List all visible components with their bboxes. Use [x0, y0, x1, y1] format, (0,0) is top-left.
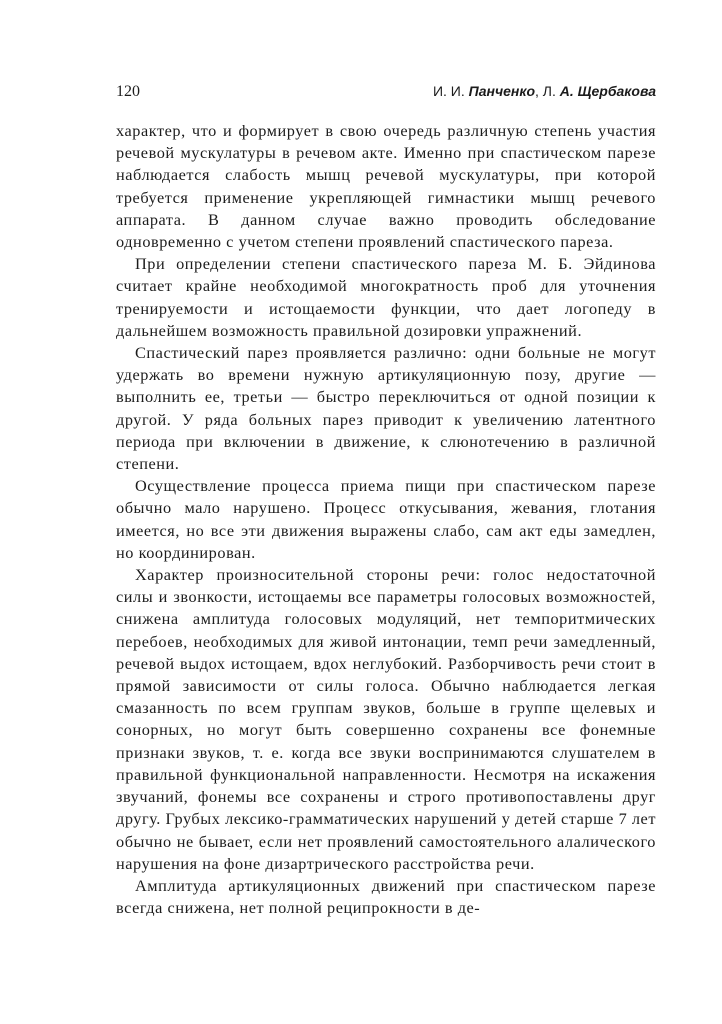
author-separator: , — [535, 83, 543, 99]
page-header — [116, 83, 656, 105]
author2-initials: Л. — [542, 83, 556, 99]
author2-surname: А. Щербакова — [559, 83, 656, 99]
body-text — [116, 120, 656, 919]
paragraph-4: Осуществление процесса приема пищи при спастическом парезе обычно мало нарушено. Процесс откусывания, жевания, глотания имеется, но все эти движения выражены слабо, сам акт еды замедлен, но координирован. — [116, 476, 656, 562]
paragraph-5: Характер произносительной стороны речи: голос недостаточной силы и звонкости, истощаемы все параметры голосовых возможностей, снижена амплитуда голосовых модуляций, нет темпоритмических перебоев, необходимых для живой интонации, темп речи замедленный, речевой выдох истощаем, вдох неглубокий. Разборчивость речи стоит в прямой зависимости от силы голоса. Обычно наблюдается легкая смазанность по всем группам звуков, больше в группе щелевых и сонорных, но могут быть совершенно сохранены все фонемные признаки звуков, т. е. когда все звуки воспринимаются слушателем в правильной функциональной направленности. Несмотря на искажения звучаний, фонемы все сохранены и строго противопоставлены друг другу. Грубых лексико-грамматических нарушений у детей старше 7 лет обычно не бывает, если нет проявлений самостоятельного алалического нарушения на фоне дизартрического расстройства речи. — [116, 565, 656, 873]
paragraph-1: характер, что и формирует в свою очередь различную степень участия речевой мускулатуры в речевом акте. Именно при спастическом парезе наблюдается слабость мышц речевой мускулатуры, при которой требуется применение укрепляющей гимнастики мышц речевого аппарата. В данном случае важно проводить обследование одновременно с учетом степени проявлений спастического пареза. — [116, 121, 656, 252]
page-number: 120 — [116, 83, 140, 100]
running-head-authors — [433, 83, 656, 99]
author1-initials: И. И. — [432, 83, 465, 99]
author1-surname: Панченко — [468, 83, 536, 99]
paragraph-6: Амплитуда артикуляционных движений при спастическом парезе всегда снижена, нет полной реципрокности в де- — [116, 875, 656, 918]
paragraph-2: При определении степени спастического пареза М. Б. Эйдинова считает крайне необходимой многократность проб для уточнения тренируемости и истощаемости функции, что дает логопеду в дальнейшем возможность правильной дозировки упражнений. — [116, 254, 656, 340]
paragraph-3: Спастический парез проявляется различно: одни больные не могут удержать во времени нужную артикуляционную позу, другие — выполнить ее, третьи — быстро переключиться от одной позиции к другой. У ряда больных парез приводит к увеличению латентного периода при включении в движение, к слюнотечению в различной степени. — [116, 343, 656, 474]
